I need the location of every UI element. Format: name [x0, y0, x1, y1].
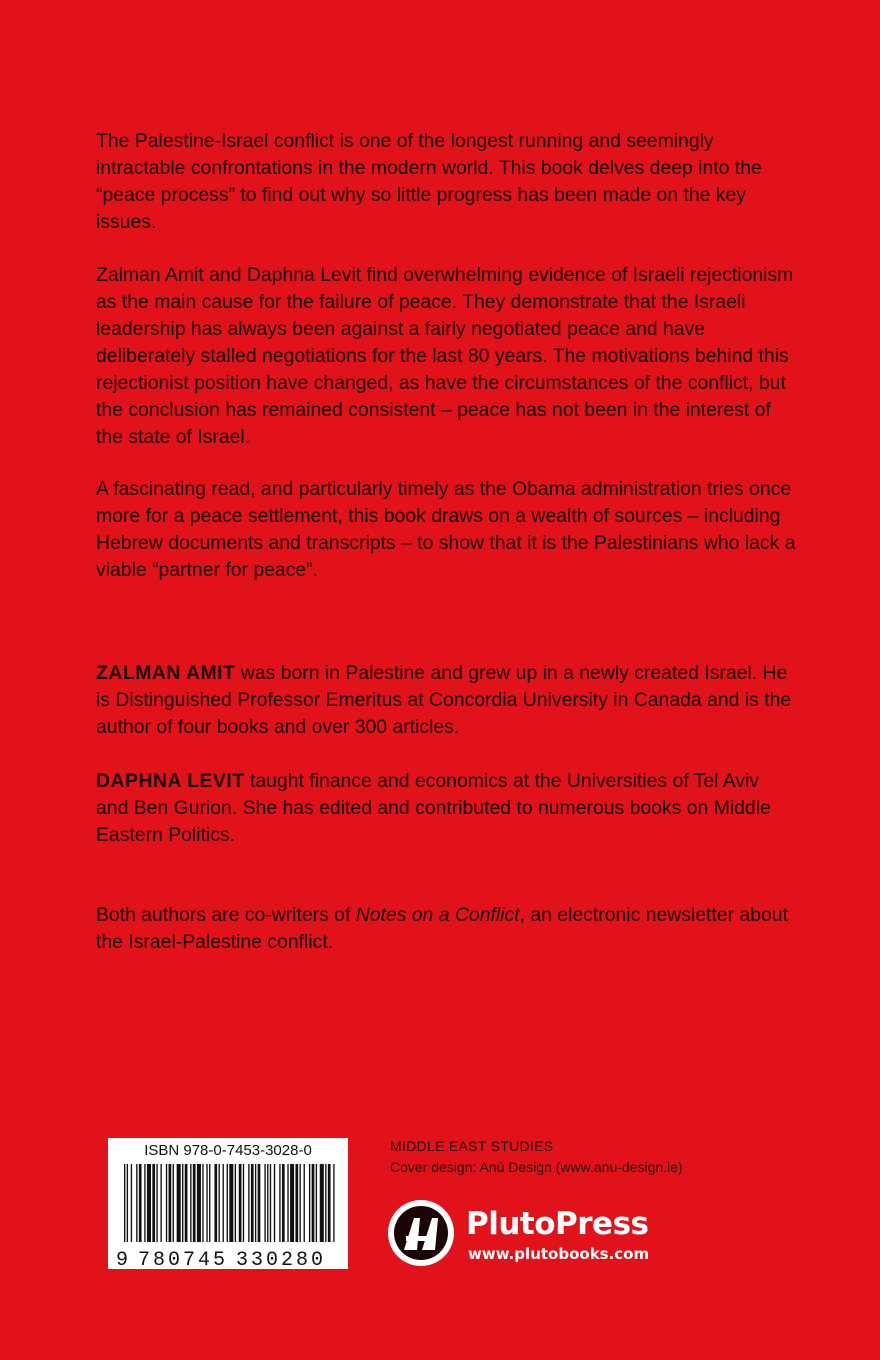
note-before: Both authors are co-writers of: [96, 904, 356, 926]
author-bio-levit-text: taught finance and economics at the Universities of Tel Aviv and Ben Gurion. She has edited and contributed to numerous books on Middle Eastern Politics.: [96, 770, 771, 846]
author-name-amit: ZALMAN AMIT: [96, 662, 236, 684]
pluto-press-logo-icon: [386, 1198, 456, 1268]
author-bio-amit: [96, 660, 796, 741]
cover-design-credit: Cover design: Anú Design (www.anu-design.ie): [390, 1159, 683, 1175]
publisher-name: PlutoPress: [466, 1206, 649, 1242]
publisher-url: www.plutobooks.com: [468, 1245, 650, 1263]
blurb-paragraph-3: A fascinating read, and particularly timely as the Obama administration tries once more for a peace settlement, this book draws on a wealth of sources – including Hebrew documents and transcripts – to show that it is the Palestinians who lack a viable “partner for peace”.: [96, 478, 796, 581]
isbn-barcode: [108, 1138, 348, 1269]
newsletter-title: Notes on a Conflict: [355, 904, 520, 926]
isbn-label: ISBN 978-0-7453-3028-0: [144, 1142, 312, 1159]
note-after: , an electronic newsletter about the Israel-Palestine conflict.: [96, 904, 788, 953]
series-label: MIDDLE EAST STUDIES: [390, 1138, 554, 1154]
author-bio-levit: [96, 768, 796, 849]
blurb-paragraph-2: Zalman Amit and Daphna Levit find overwhelming evidence of Israeli rejectionism as the main cause for the failure of peace. They demonstrate that the Israeli leadership has always been against a fairly negotiated peace and have deliberately stalled negotiations for the last 80 years. The motivations behind this rejectionist position have changed, as have the circumstances of the conflict, but the conclusion has remained consistent – peace has not been in the interest of the state of Israel.: [96, 264, 794, 448]
blurb-paragraph-1: The Palestine-Israel conflict is one of the longest running and seemingly intractable confrontations in the modern world. This book delves deep into the “peace process” to find out why so little progress has been made on the key issues.: [96, 130, 762, 233]
author-name-levit: DAPHNA LEVIT: [96, 770, 245, 792]
barcode-icon: [108, 1138, 348, 1269]
barcode-lead-digit: 9: [116, 1249, 129, 1269]
newsletter-note: [96, 902, 796, 956]
barcode-group-2: 330280: [236, 1249, 327, 1269]
author-bio-amit-text: was born in Palestine and grew up in a newly created Israel. He is Distinguished Professor Emeritus at Concordia University in Canada and is the author of four books and over 300 articles.: [96, 662, 792, 738]
barcode-group-1: 780745: [138, 1249, 229, 1269]
